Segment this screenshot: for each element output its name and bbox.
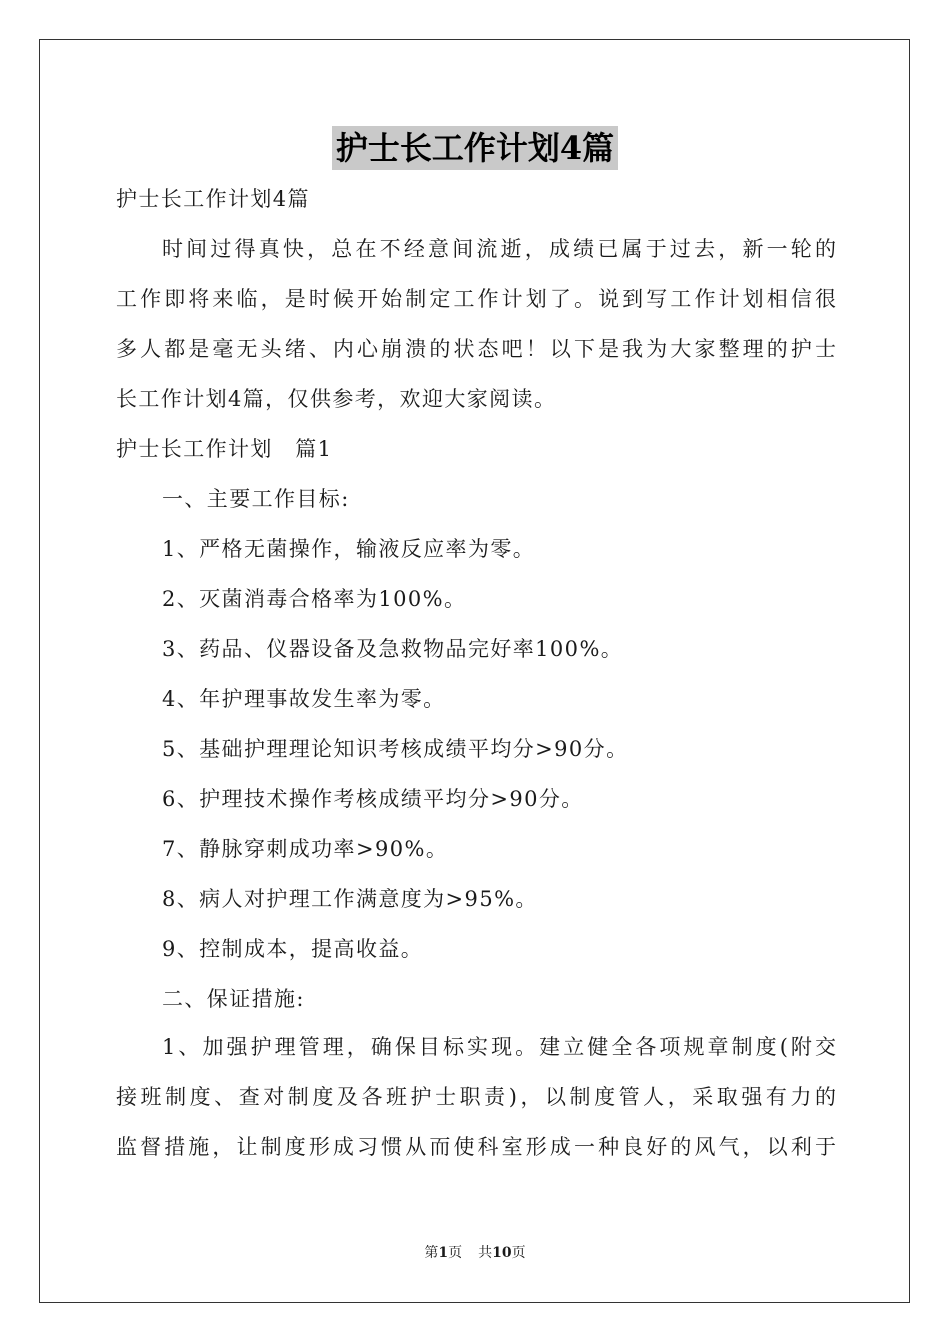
- footer-page-prefix: 第: [424, 1245, 439, 1261]
- goal-item: 9、控制成本，提高收益。: [162, 937, 424, 961]
- goal-item: 5、基础护理理论知识考核成绩平均分>90分。: [162, 737, 629, 761]
- footer-page-current: 1: [438, 1245, 449, 1261]
- intro-line: 多人都是毫无头绪、内心崩溃的状态吧！以下是我为大家整理的护士: [116, 337, 836, 361]
- footer-page-total: 10: [492, 1245, 512, 1261]
- page-title: 护士长工作计划4篇: [332, 126, 618, 170]
- measures-line: 1、加强护理管理，确保目标实现。建立健全各项规章制度(附交: [162, 1035, 836, 1059]
- intro-line: 工作即将来临，是时候开始制定工作计划了。说到写工作计划相信很: [116, 287, 836, 311]
- intro-line: 长工作计划4篇，仅供参考，欢迎大家阅读。: [116, 387, 557, 411]
- page-footer: [0, 1243, 950, 1263]
- goal-item: 4、年护理事故发生率为零。: [162, 687, 446, 711]
- title-container: [0, 126, 950, 170]
- goal-item: 8、病人对护理工作满意度为>95%。: [162, 887, 538, 911]
- document-subtitle: 护士长工作计划4篇: [116, 187, 310, 211]
- page-border: [39, 39, 910, 1303]
- goal-item: 6、护理技术操作考核成绩平均分>90分。: [162, 787, 584, 811]
- intro-line: 时间过得真快，总在不经意间流逝，成绩已属于过去，新一轮的: [162, 237, 836, 261]
- measures-line: 监督措施，让制度形成习惯从而使科室形成一种良好的风气，以利于: [116, 1135, 836, 1159]
- goal-item: 7、静脉穿刺成功率>90%。: [162, 837, 449, 861]
- measures-line: 接班制度、查对制度及各班护士职责)，以制度管人，采取强有力的: [116, 1085, 836, 1109]
- goal-item: 2、灭菌消毒合格率为100%。: [162, 587, 467, 611]
- goals-heading: 一、主要工作目标:: [162, 487, 350, 511]
- footer-total-suffix: 页: [511, 1245, 526, 1261]
- section-heading: 护士长工作计划 篇1: [116, 437, 333, 461]
- footer-page-suffix: 页: [448, 1245, 463, 1261]
- goal-item: 1、严格无菌操作，输液反应率为零。: [162, 537, 536, 561]
- measures-heading: 二、保证措施:: [162, 987, 305, 1011]
- goal-item: 3、药品、仪器设备及急救物品完好率100%。: [162, 637, 624, 661]
- footer-total-prefix: 共: [478, 1245, 493, 1261]
